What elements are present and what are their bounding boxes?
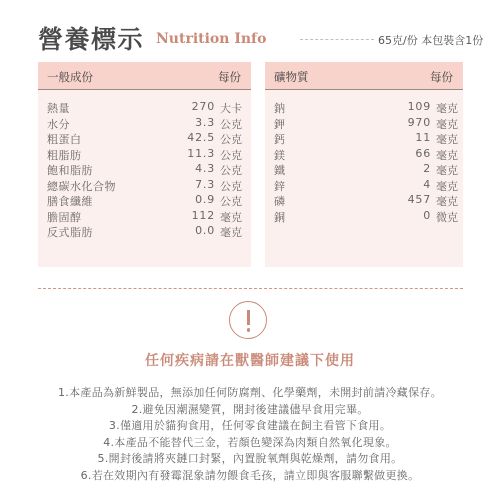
- nutrient-unit: 公克: [220, 195, 242, 208]
- nutrient-unit: 毫克: [220, 210, 242, 224]
- mineral-row: [265, 178, 463, 194]
- general-nutrient-row: [38, 162, 251, 178]
- nutrient-value: 11.3: [187, 146, 215, 160]
- nutrient-unit: 毫克: [436, 133, 458, 146]
- general-nutrient-row: [38, 147, 251, 163]
- page-subtitle: Nutrition Info: [156, 31, 267, 47]
- nutrient-value: 4.3: [195, 162, 215, 175]
- per-serving-label: 每份: [218, 70, 241, 84]
- usage-note: 6.若在效期內有發霉混象請勿餵食毛孩，請立即與客服聯繫做更換。: [80, 468, 420, 482]
- nutrient-value: 970: [407, 115, 431, 129]
- general-nutrient-row: [38, 209, 251, 225]
- nutrient-value: 66: [415, 146, 431, 160]
- mineral-row: [265, 193, 463, 209]
- general-nutrients-title: 一般成份: [47, 70, 93, 84]
- usage-note: 5.開封後請將夾鏈口封緊，內置脫氧劑與乾燥劑，請勿食用。: [97, 452, 403, 465]
- minerals-header: [265, 62, 463, 90]
- nutrient-name: 鉀: [274, 117, 286, 131]
- nutrient-unit: 微克: [436, 210, 458, 224]
- nutrient-name: 粗蛋白: [47, 133, 82, 146]
- general-nutrient-row: [38, 178, 251, 194]
- general-nutrient-row: [38, 131, 251, 147]
- general-nutrient-row: [38, 193, 251, 209]
- nutrient-value: 109: [407, 100, 431, 113]
- nutrient-name: 反式脂肪: [47, 226, 93, 239]
- nutrient-unit: 大卡: [220, 102, 242, 115]
- mineral-row: [265, 147, 463, 163]
- nutrient-value: 0.9: [195, 193, 215, 206]
- nutrient-name: 膳食纖維: [47, 195, 93, 208]
- usage-note: 1.本產品為新鮮製品，無添加任何防腐劑、化學藥劑，未開封前請冷藏保存。: [58, 386, 442, 399]
- dotted-leader: [300, 39, 374, 40]
- minerals-title: 礦物質: [274, 70, 309, 84]
- nutrient-name: 銅: [274, 210, 286, 224]
- header: [38, 18, 484, 54]
- nutrient-unit: 公克: [220, 148, 242, 162]
- general-nutrient-row: [38, 100, 251, 116]
- nutrient-unit: 毫克: [436, 195, 458, 208]
- exclamation-icon: [229, 301, 267, 339]
- usage-note: 3.僅適用於貓狗食用，任何零食建議在飼主看管下食用。: [108, 419, 392, 432]
- nutrient-unit: 公克: [220, 179, 242, 193]
- nutrient-name: 鐵: [274, 164, 286, 177]
- usage-notes: [0, 384, 500, 483]
- nutrient-name: 粗脂肪: [47, 148, 82, 162]
- usage-note: 4.本產品不能替代三金，若顏色變深為肉類自然氧化現象。: [103, 435, 397, 449]
- nutrient-value: 11: [415, 131, 431, 144]
- nutrient-value: 0.0: [195, 224, 215, 237]
- nutrient-unit: 毫克: [436, 117, 458, 131]
- nutrient-name: 水分: [47, 117, 70, 131]
- nutrient-unit: 毫克: [220, 226, 242, 239]
- nutrient-name: 鋅: [274, 179, 286, 193]
- general-nutrient-row: [38, 116, 251, 132]
- serving-info: 65克/份 本包裝含1份: [378, 34, 484, 47]
- general-nutrient-row: [38, 224, 251, 240]
- nutrient-value: 2: [423, 162, 431, 175]
- nutrient-name: 總碳水化合物: [47, 179, 116, 193]
- nutrient-unit: 毫克: [436, 164, 458, 177]
- nutrient-name: 飽和脂肪: [47, 164, 93, 177]
- nutrient-unit: 毫克: [436, 179, 458, 193]
- nutrient-name: 膽固醇: [47, 210, 82, 224]
- nutrient-unit: 公克: [220, 117, 242, 131]
- nutrient-name: 磷: [274, 195, 286, 208]
- nutrient-unit: 毫克: [436, 102, 458, 115]
- nutrient-name: 鎂: [274, 148, 286, 162]
- mineral-row: [265, 131, 463, 147]
- nutrient-value: 4: [423, 177, 431, 191]
- minerals-list: [265, 100, 463, 224]
- general-nutrients-list: [38, 100, 251, 240]
- minerals-panel: [265, 62, 463, 267]
- warning-title: 任何疾病請在獸醫師建議下使用: [145, 353, 355, 369]
- mineral-row: [265, 100, 463, 116]
- mineral-row: [265, 209, 463, 225]
- usage-note: 2.避免因潮濕變質，開封後建議儘早食用完畢。: [131, 402, 369, 416]
- general-nutrients-header: [38, 62, 251, 90]
- nutrient-value: 7.3: [195, 177, 215, 191]
- nutrient-name: 熱量: [47, 102, 70, 115]
- general-nutrients-panel: [38, 62, 251, 267]
- nutrient-value: 457: [407, 193, 431, 206]
- mineral-row: [265, 116, 463, 132]
- page-title: 營養標示: [38, 25, 145, 54]
- nutrient-unit: 公克: [220, 133, 242, 146]
- nutrient-name: 鈉: [274, 102, 286, 115]
- per-serving-label: 每份: [430, 70, 453, 84]
- nutrient-unit: 公克: [220, 164, 242, 177]
- dashed-divider: [38, 288, 463, 289]
- nutrient-value: 3.3: [195, 115, 215, 129]
- nutrient-value: 112: [191, 208, 215, 222]
- nutrient-name: 鈣: [274, 133, 286, 146]
- nutrient-value: 270: [191, 100, 215, 113]
- nutrient-value: 42.5: [187, 131, 215, 144]
- nutrient-unit: 毫克: [436, 148, 458, 162]
- mineral-row: [265, 162, 463, 178]
- nutrient-value: 0: [423, 208, 431, 222]
